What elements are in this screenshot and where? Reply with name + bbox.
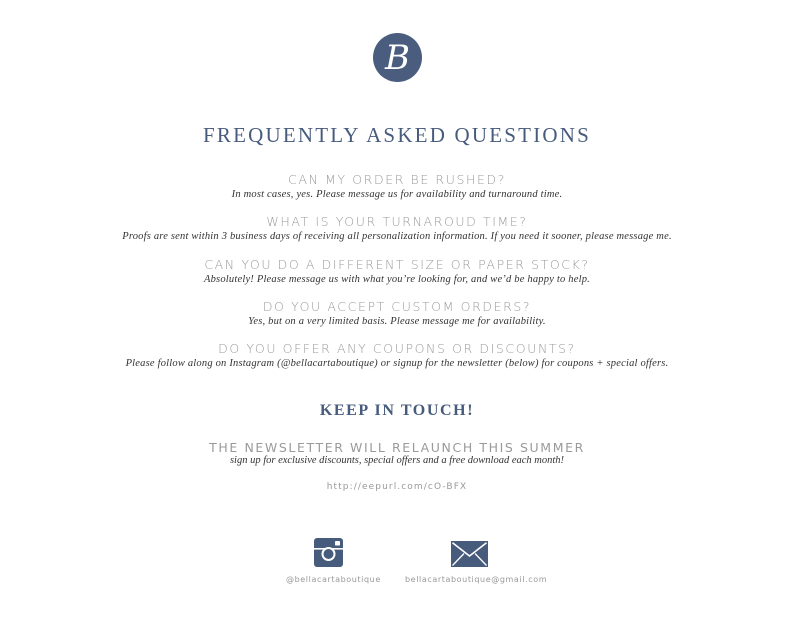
faq-item [0, 257, 794, 286]
instagram-icon[interactable] [314, 538, 343, 567]
faq-answer: Yes, but on a very limited basis. Please message me for availability. [248, 316, 546, 327]
faq-item [0, 299, 794, 328]
faq-answer: Please follow along on Instagram (@bellacartaboutique) or signup for the newsletter (below) for coupons + special offers. [125, 358, 669, 369]
faq-question: DO YOU OFFER ANY COUPONS OR DISCOUNTS? [218, 341, 576, 356]
faq-answer: In most cases, yes. Please message us for availability and turnaround time. [231, 189, 563, 200]
faq-item [0, 341, 794, 370]
newsletter-subtext: sign up for exclusive discounts, special offers and a free download each month! [229, 455, 565, 466]
faq-item [0, 214, 794, 243]
keep-in-touch-title: KEEP IN TOUCH! [319, 402, 475, 419]
logo-letter: B [385, 37, 410, 78]
envelope-icon[interactable] [451, 541, 488, 567]
brand-logo [373, 33, 422, 82]
email-address[interactable]: bellacartaboutique@gmail.com [405, 575, 548, 584]
faq-item [0, 172, 794, 201]
newsletter-heading: THE NEWSLETTER WILL RELAUNCH THIS SUMMER [209, 440, 585, 455]
faq-question: DO YOU ACCEPT CUSTOM ORDERS? [262, 299, 532, 314]
faq-question: CAN YOU DO A DIFFERENT SIZE OR PAPER STOCK? [204, 257, 590, 272]
faq-question: WHAT IS YOUR TURNAROUD TIME? [266, 214, 528, 229]
faq-question: CAN MY ORDER BE RUSHED? [288, 172, 506, 187]
faq-title: FREQUENTLY ASKED QUESTIONS [203, 123, 591, 147]
faq-answer: Absolutely! Please message us with what you’re looking for, and we’d be happy to help. [203, 274, 590, 285]
newsletter-link[interactable]: http://eepurl.com/cO-BFX [326, 482, 468, 492]
faq-answer: Proofs are sent within 3 business days of receiving all personalization information. If you need it sooner, please message me. [122, 231, 672, 242]
instagram-handle[interactable]: @bellacartaboutique [286, 575, 381, 584]
